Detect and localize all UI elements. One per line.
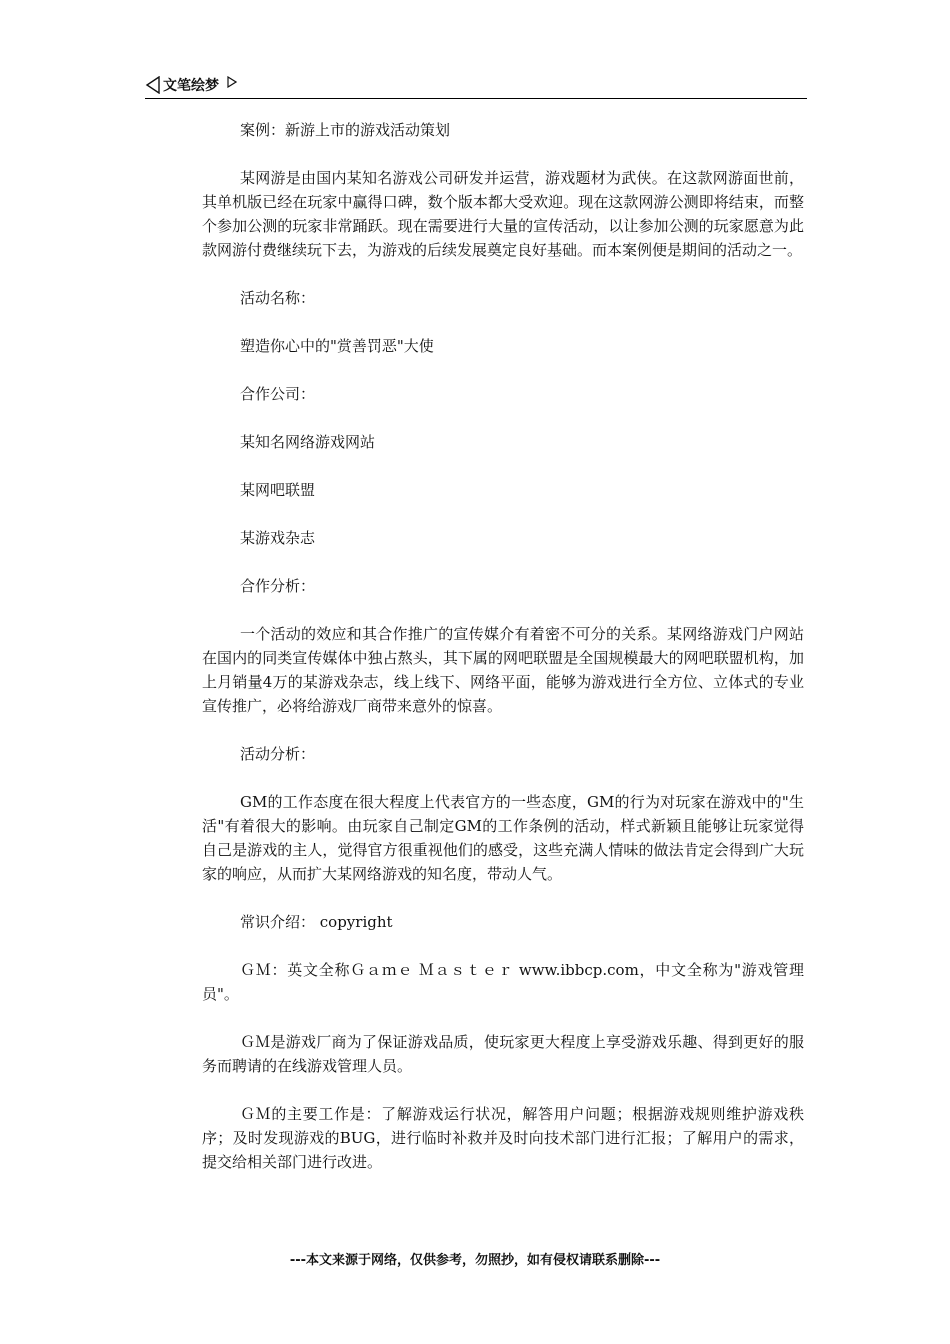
activity-analysis-paragraph: GM的工作态度在很大程度上代表官方的一些态度，GM的行为对玩家在游戏中的"生活"有着很大的影响。由玩家自己制定GM的工作条例的活动，样式新颖且能够让玩家觉得自己是游戏的主人，觉得官方很重视他们的感受，这些充满人情味的做法肯定会得到广大玩家的响应，从而扩大某网络游戏的知名度，带动人气。 [202,793,804,883]
document-body [202,118,804,1198]
partners-label: 合作公司： [240,385,316,403]
partner-item: 某知名网络游戏网站 [240,433,376,451]
gm-definition-paragraph: ＧＭ：英文全称Ｇａｍｅ Ｍａｓｔｅｒ www.ibbcp.com，中文全称为"游戏管理员"。 [202,961,804,1003]
activity-name-value: 塑造你心中的"赏善罚恶"大使 [240,337,434,355]
gm-purpose-paragraph: ＧＭ是游戏厂商为了保证游戏品质，使玩家更大程度上享受游戏乐趣、得到更好的服务而聘请的在线游戏管理人员。 [202,1033,804,1075]
partner-item: 某游戏杂志 [240,529,316,547]
case-title: 案例：新游上市的游戏活动策划 [240,121,451,139]
knowledge-label: 常识介绍： copyright [240,913,393,931]
activity-name-label: 活动名称： [240,289,316,307]
cooperation-analysis-paragraph: 一个活动的效应和其合作推广的宣传媒介有着密不可分的关系。某网络游戏门户网站在国内的同类宣传媒体中独占熬头，其下属的网吧联盟是全国规模最大的网吧联盟机构，加上月销量4万的某游戏杂志，线上线下、网络平面，能够为游戏进行全方位、立体式的专业宣传推广，必将给游戏厂商带来意外的惊喜。 [202,625,804,715]
cooperation-analysis-label: 合作分析： [240,577,316,595]
page-header [145,72,807,99]
partner-item: 某网吧联盟 [240,481,316,499]
page-footer: ---本文来源于网络，仅供参考，勿照抄，如有侵权请联系删除--- [289,1253,661,1268]
activity-analysis-label: 活动分析： [240,745,316,763]
triangle-right-icon [227,76,237,88]
triangle-left-icon [145,76,161,94]
intro-paragraph: 某网游是由国内某知名游戏公司研发并运营，游戏题材为武侠。在这款网游面世前，其单机版已经在玩家中赢得口碑，数个版本都大受欢迎。现在这款网游公测即将结束，而整个参加公测的玩家非常踊跃。现在需要进行大量的宣传活动，以让参加公测的玩家愿意为此款网游付费继续玩下去，为游戏的后续发展奠定良好基础。而本案例便是期间的活动之一。 [202,169,804,259]
brand-text: 文笔绘梦 [163,78,219,94]
gm-duties-paragraph: ＧＭ的主要工作是：了解游戏运行状况，解答用户问题；根据游戏规则维护游戏秩序；及时发现游戏的BUG，进行临时补救并及时向技术部门进行汇报；了解用户的需求，提交给相关部门进行改进。 [202,1105,804,1171]
header-brand [145,75,237,95]
